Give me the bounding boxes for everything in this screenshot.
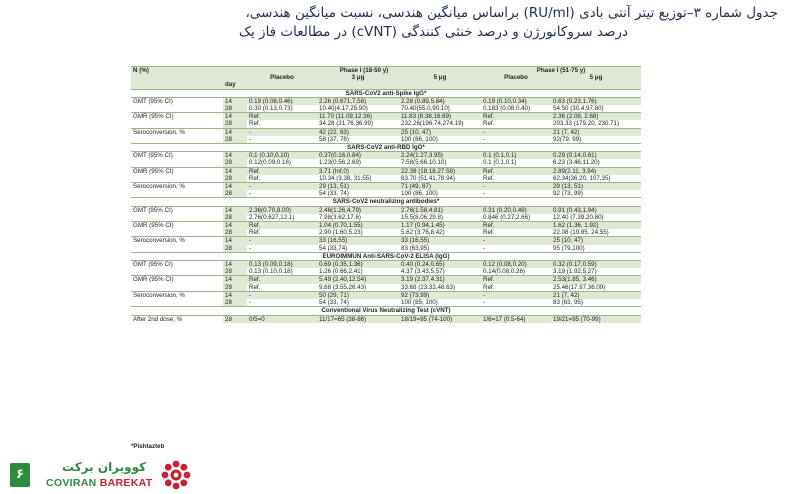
table-cell: 100 (85, 100) bbox=[401, 299, 438, 307]
table-cell: 62.34(36.20, 107,35) bbox=[553, 174, 611, 182]
table-cell: 22.39 (18.18,27.58) bbox=[399, 167, 481, 175]
table-cell: 5.62 (3.76,8.42) bbox=[401, 229, 445, 237]
table-cell: 0.29 (0.14,0.61) bbox=[551, 152, 641, 160]
table-cell: - bbox=[483, 135, 486, 143]
table-cell: - bbox=[249, 299, 252, 307]
table-cell: 0.12(0.09,0.16) bbox=[249, 159, 291, 167]
col-3ug: 3 μg bbox=[317, 74, 399, 81]
row-day: 14 bbox=[223, 97, 247, 105]
row-day: 28 bbox=[223, 299, 247, 307]
table-cell: - bbox=[483, 244, 486, 252]
table-row bbox=[131, 206, 641, 214]
table-row bbox=[131, 159, 641, 167]
row-label: Seroconversion, % bbox=[131, 237, 223, 245]
table-cell: 0.846 (0.27,2.66) bbox=[483, 213, 531, 221]
table-cell: 63.70 (51.41,78.94) bbox=[401, 174, 456, 182]
table-cell: 95 (79,100) bbox=[553, 244, 585, 252]
brand-logo-icon bbox=[160, 459, 192, 491]
table-cell: Ref. bbox=[481, 222, 551, 230]
table-cell: Ref. bbox=[247, 276, 317, 284]
phase2-label: Phase I (51-75 y) bbox=[481, 67, 641, 75]
table-cell: Ref. bbox=[481, 113, 551, 121]
col-5ug-2: 5 μg bbox=[551, 74, 641, 81]
row-label: GMT (95% CI) bbox=[131, 97, 223, 105]
table-cell: Ref. bbox=[247, 113, 317, 121]
table-cell: 25.46(17.97,36.09) bbox=[553, 283, 606, 291]
row-day: 14 bbox=[223, 291, 247, 299]
row-day: 28 bbox=[223, 175, 247, 183]
row-day: 14 bbox=[223, 261, 247, 269]
table-cell: 0.37(0.16,0.84) bbox=[317, 152, 399, 160]
table-cell: 0.13 (0.09,0.18) bbox=[247, 261, 317, 269]
table-cell: 12.40 (7.39,20.80) bbox=[553, 213, 604, 221]
table-cell: 0.12 (0.08,0.20) bbox=[481, 261, 551, 269]
section-title-row bbox=[131, 307, 641, 315]
table-cell: 0.40 (0.24,0.65) bbox=[399, 261, 481, 269]
section-title-row bbox=[131, 198, 641, 206]
table-cell: - bbox=[249, 244, 252, 252]
table-row bbox=[131, 222, 641, 230]
table-cell: Ref. bbox=[249, 174, 261, 182]
row-day: 14 bbox=[223, 167, 247, 175]
table-cell: - bbox=[249, 135, 252, 143]
brand-name-persian: کوویران برکت bbox=[62, 460, 147, 474]
row-label: GMR (95% CI) bbox=[131, 222, 223, 230]
table-cell: 34.28 (31.76,36.99) bbox=[319, 120, 374, 128]
table-row bbox=[131, 245, 641, 253]
row-label bbox=[131, 136, 223, 144]
table-row bbox=[131, 291, 641, 299]
brand-footer bbox=[0, 458, 200, 494]
table-row bbox=[131, 214, 641, 222]
row-day: 28 bbox=[223, 245, 247, 253]
section-title: SARS-CoV2 neutralizing antibodies* bbox=[131, 198, 641, 206]
table-row bbox=[131, 284, 641, 292]
table-cell: 33 (16,55) bbox=[317, 237, 399, 245]
table-cell: Ref. bbox=[483, 120, 495, 128]
table-cell: 1.04 (0.70,1.55) bbox=[317, 222, 399, 230]
table-cell: 21 (7, 42) bbox=[551, 291, 641, 299]
table-cell: 21 (7, 42) bbox=[551, 128, 641, 136]
table-cell: 0.30 (0.13,0.73) bbox=[249, 105, 293, 113]
row-day: 28 bbox=[223, 120, 247, 128]
row-label bbox=[131, 120, 223, 128]
section-title: SARS-CoV2 anti-Spike IgG* bbox=[131, 89, 641, 97]
row-label bbox=[131, 229, 223, 237]
row-day: 28 bbox=[223, 136, 247, 144]
section-title-row bbox=[131, 89, 641, 97]
section-title-row bbox=[131, 144, 641, 152]
table-cell: 100 (86, 100) bbox=[401, 135, 438, 143]
table-row bbox=[131, 128, 641, 136]
table-cell: - bbox=[483, 299, 486, 307]
row-day: 28 bbox=[223, 190, 247, 198]
row-label bbox=[131, 159, 223, 167]
table-cell: 92 (73, 99) bbox=[553, 190, 583, 198]
table-cell: 0.31 (0.20,0.49) bbox=[481, 206, 551, 214]
row-label bbox=[131, 245, 223, 253]
row-label bbox=[131, 268, 223, 276]
table-cell: 0.19 (0.10,0.34) bbox=[481, 97, 551, 105]
row-label: GMR (95% CI) bbox=[131, 113, 223, 121]
table-cell: 10.40(4.17,25.90) bbox=[319, 105, 368, 113]
table-title bbox=[78, 4, 778, 42]
row-label bbox=[131, 190, 223, 198]
table-cell: 100 (86, 100) bbox=[401, 190, 438, 198]
header-row-dose bbox=[131, 74, 641, 81]
table-cell: 2.53(1.85, 3.46) bbox=[551, 276, 641, 284]
row-label: GMR (95% CI) bbox=[131, 276, 223, 284]
table-cell: - bbox=[481, 128, 551, 136]
row-label bbox=[131, 214, 223, 222]
table-cell: 2.76(0.627,12.1) bbox=[249, 213, 295, 221]
table-cell: 2.90 (1.60,5.23) bbox=[319, 229, 363, 237]
table-cell: 58 (37, 78) bbox=[319, 135, 349, 143]
table-cell: 10.34 (3.38, 31.55) bbox=[319, 174, 372, 182]
row-day: 14 bbox=[223, 237, 247, 245]
row-label: After 2nd dose, % bbox=[131, 315, 223, 323]
table-cell: 9.68 (3.55,26.43) bbox=[319, 283, 367, 291]
table-cell: 1.62 (1.36, 1.92) bbox=[551, 222, 641, 230]
table-cell: - bbox=[247, 128, 317, 136]
table-title-line2: درصد سروکانورژن و درصد خنثی کنندگی (cVNT) در مطالعات فاز یک bbox=[238, 24, 628, 40]
table-cell: 92(79, 99) bbox=[553, 135, 582, 143]
n-label: N (%) bbox=[131, 67, 223, 75]
table-row bbox=[131, 136, 641, 144]
results-table bbox=[131, 66, 641, 323]
table-cell: Ref. bbox=[247, 167, 317, 175]
table-cell: 1.23(0.56,2.69) bbox=[319, 159, 361, 167]
row-day: 28 bbox=[223, 214, 247, 222]
table-cell: Ref. bbox=[249, 229, 261, 237]
row-day: 28 bbox=[223, 315, 247, 323]
table-cell: 54.50 (30.4,97.80) bbox=[553, 105, 604, 113]
col-placebo-1: Placebo bbox=[247, 74, 317, 81]
table-row bbox=[131, 229, 641, 237]
table-cell: 11.83 (8.38,16.69) bbox=[399, 113, 481, 121]
table-cell: 25 (10, 47) bbox=[399, 128, 481, 136]
table-row bbox=[131, 190, 641, 198]
brand-en-part1: COVIRAN bbox=[46, 477, 97, 489]
table-cell: 1/6=17 (0.5-64) bbox=[481, 315, 551, 323]
table-row bbox=[131, 268, 641, 276]
section-title-row bbox=[131, 252, 641, 260]
section-title: Conventional Virus Neutralizing Test (cVNT) bbox=[131, 307, 641, 315]
col-placebo-2: Placebo bbox=[481, 74, 551, 81]
table-cell: 25 (10, 47) bbox=[551, 237, 641, 245]
table-cell: 18/19=95 (74-100) bbox=[399, 315, 481, 323]
table-cell: 0.1 (0.1,0.1) bbox=[481, 152, 551, 160]
col-5ug-1: 5 μg bbox=[399, 74, 481, 81]
phase1-label: Phase I (18-50 y) bbox=[247, 67, 481, 75]
table-cell: 70.40(55.0,90.10) bbox=[401, 105, 450, 113]
table-cell: 50 (29, 71) bbox=[317, 291, 399, 299]
table-cell: - bbox=[247, 183, 317, 191]
table-cell: - bbox=[247, 237, 317, 245]
table-cell: - bbox=[247, 291, 317, 299]
row-label: GMT (95% CI) bbox=[131, 152, 223, 160]
table-cell: 83 (63,95) bbox=[401, 244, 430, 252]
table-cell: 232.26(196.74,274.19) bbox=[401, 120, 464, 128]
table-cell: 54 (33,74) bbox=[319, 244, 348, 252]
table-row bbox=[131, 183, 641, 191]
table-cell: 54 (33, 74) bbox=[319, 299, 349, 307]
footnote: *Pishtazteb bbox=[131, 443, 165, 450]
table-cell: 0.91 (0.43,1.94) bbox=[551, 206, 641, 214]
brand-en-part2: BAREKAT bbox=[99, 477, 153, 489]
row-label bbox=[131, 299, 223, 307]
table-cell: 2.46(1.26,4.79) bbox=[317, 206, 399, 214]
table-cell: 2.36(0.70,8.00) bbox=[247, 206, 317, 214]
table-cell: 29 (13, 51) bbox=[551, 183, 641, 191]
table-cell: Ref. bbox=[483, 283, 495, 291]
table-cell: 19/21=95 (70-99) bbox=[551, 315, 641, 323]
row-day: 28 bbox=[223, 159, 247, 167]
table-row bbox=[131, 261, 641, 269]
table-cell: 0.63 (0.23,1.76) bbox=[551, 97, 641, 105]
table-cell: 2.76(1.58,4.81) bbox=[399, 206, 481, 214]
row-day: 14 bbox=[223, 276, 247, 284]
table-row bbox=[131, 152, 641, 160]
row-label: Seroconversion, % bbox=[131, 128, 223, 136]
row-label: GMT (95% CI) bbox=[131, 261, 223, 269]
table-row bbox=[131, 299, 641, 307]
table-cell: 2.24(1.27,3.95) bbox=[399, 152, 481, 160]
table-cell: 5.49 (2.40,12.54) bbox=[317, 276, 399, 284]
table-cell: Ref. bbox=[247, 222, 317, 230]
row-day: 14 bbox=[223, 206, 247, 214]
table-cell: 0.19 (0.08,0.46) bbox=[247, 97, 317, 105]
table-cell: 2.26 (0.671,7.58) bbox=[317, 97, 399, 105]
table-cell: 33.68 (23.33,48.63) bbox=[401, 283, 456, 291]
table-cell: 42 (22, 63) bbox=[317, 128, 399, 136]
day-label: day bbox=[223, 81, 247, 89]
row-label: GMT (95% CI) bbox=[131, 206, 223, 214]
table-cell: - bbox=[481, 291, 551, 299]
table-cell: 33 (16,55) bbox=[399, 237, 481, 245]
table-cell: Ref. bbox=[249, 283, 261, 291]
table-cell: 2.28 (0.89,5.84) bbox=[399, 97, 481, 105]
row-label: Seroconversion, % bbox=[131, 291, 223, 299]
results-table-body bbox=[131, 67, 641, 323]
table-row bbox=[131, 105, 641, 113]
table-row bbox=[131, 167, 641, 175]
table-cell: 11/17=65 (38-86) bbox=[317, 315, 399, 323]
table-row bbox=[131, 315, 641, 323]
table-cell: 29 (13, 51) bbox=[317, 183, 399, 191]
table-cell: 0.14(0.08,0.26) bbox=[483, 268, 525, 276]
table-row bbox=[131, 97, 641, 105]
table-cell: 4.37 (3.43,5.57) bbox=[401, 268, 445, 276]
table-cell: Ref. bbox=[483, 174, 495, 182]
row-day: 28 bbox=[223, 268, 247, 276]
table-cell: - bbox=[481, 183, 551, 191]
table-cell: 15.5(8.06,29.8) bbox=[401, 213, 443, 221]
table-cell: 22.08 (19.85, 24.55) bbox=[553, 229, 609, 237]
table-cell: 71 (49, 87) bbox=[399, 183, 481, 191]
table-cell: 11.70 (11.09,12.36) bbox=[317, 113, 399, 121]
table-row bbox=[131, 237, 641, 245]
row-label: GMR (95% CI) bbox=[131, 167, 223, 175]
table-cell: 7.98(3.62,17.6) bbox=[319, 213, 361, 221]
table-title-line1: جدول شماره ۳–توزیع تیتر آنتی بادی (RU/ml) براساس میانگین هندسی، نسبت میانگین هندسی، bbox=[245, 5, 778, 21]
table-cell: 2.89(2.11, 3.94) bbox=[551, 167, 641, 175]
table-cell: 0/5=0 bbox=[247, 315, 317, 323]
row-day: 14 bbox=[223, 222, 247, 230]
table-cell: Ref. bbox=[249, 120, 261, 128]
table-cell: 1.17 (0.94,1.45) bbox=[399, 222, 481, 230]
table-cell: Ref. bbox=[483, 229, 495, 237]
table-cell: - bbox=[483, 190, 486, 198]
table-cell: 83 (63, 95) bbox=[553, 299, 583, 307]
table-cell: 0.32 (0.17,0.59) bbox=[551, 261, 641, 269]
table-cell: Ref. bbox=[481, 276, 551, 284]
table-cell: - bbox=[249, 190, 252, 198]
table-cell: 1.26 (0.66,2.41) bbox=[319, 268, 363, 276]
table-cell: 0.69 (0.35,1.36) bbox=[317, 261, 399, 269]
row-day: 14 bbox=[223, 113, 247, 121]
row-label: Seroconversion, % bbox=[131, 183, 223, 191]
section-title: SARS-CoV2 anti-RBD IgG* bbox=[131, 144, 641, 152]
table-cell: 0.13 (0.10,0.18) bbox=[249, 268, 293, 276]
row-label bbox=[131, 284, 223, 292]
table-cell: Ref. bbox=[481, 167, 551, 175]
table-cell: 54 (33, 74) bbox=[319, 190, 349, 198]
row-label bbox=[131, 175, 223, 183]
table-cell: 203.33 (179.20, 230.71) bbox=[553, 120, 620, 128]
table-cell: 0.1 (0.1,0.1) bbox=[483, 159, 517, 167]
row-day: 28 bbox=[223, 229, 247, 237]
row-day: 28 bbox=[223, 284, 247, 292]
table-cell: 92 (73,99) bbox=[399, 291, 481, 299]
row-label bbox=[131, 105, 223, 113]
row-day: 14 bbox=[223, 183, 247, 191]
page-number: ۶ bbox=[10, 463, 30, 487]
table-cell: 2.36 (2.08, 2.68) bbox=[551, 113, 641, 121]
table-cell: 0.183 (0.08,0.40) bbox=[483, 105, 531, 113]
brand-name-english bbox=[46, 477, 152, 489]
row-day: 28 bbox=[223, 105, 247, 113]
table-row bbox=[131, 276, 641, 284]
table-cell: 0.1 (0.10,0.10) bbox=[247, 152, 317, 160]
table-cell: 3.71 (Inf,0) bbox=[317, 167, 399, 175]
table-row bbox=[131, 113, 641, 121]
row-day: 14 bbox=[223, 128, 247, 136]
table-row bbox=[131, 120, 641, 128]
header-row-phase bbox=[131, 67, 641, 75]
table-cell: 7.58(5.66,10.10) bbox=[401, 159, 447, 167]
section-title: EUROIMMUN Anti-SARS-CoV-2 ELISA (IgG) bbox=[131, 252, 641, 260]
header-row-day bbox=[131, 81, 641, 89]
table-cell: 3.19 (1.92,5.27) bbox=[553, 268, 597, 276]
table-cell: - bbox=[481, 237, 551, 245]
table-cell: 3.19 (2.37,4.31) bbox=[399, 276, 481, 284]
row-day: 14 bbox=[223, 152, 247, 160]
table-row bbox=[131, 175, 641, 183]
table-cell: 6.23 (3.46,11.20) bbox=[553, 159, 600, 167]
